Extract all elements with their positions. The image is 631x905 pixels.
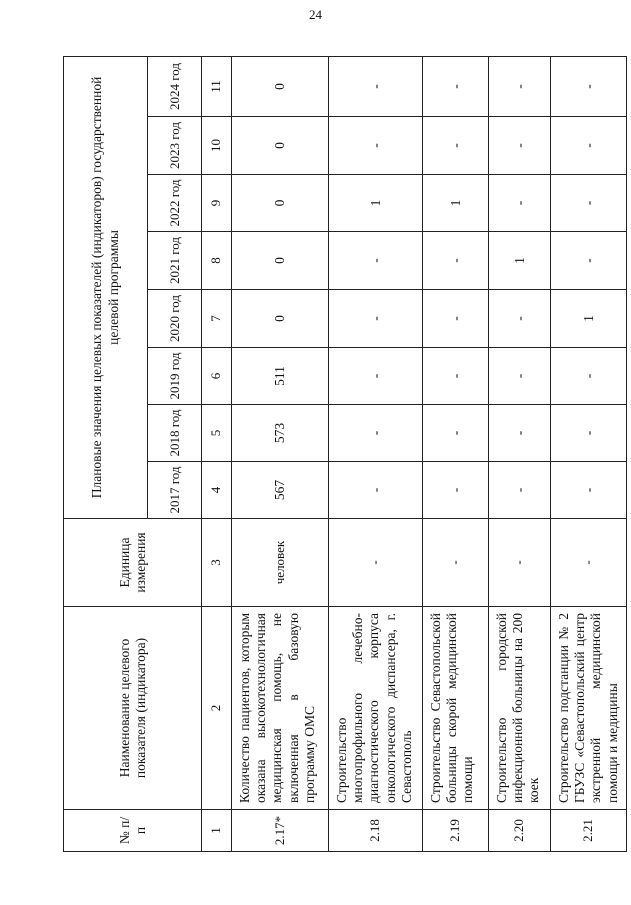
row-num: 2.19 [423, 810, 489, 852]
row-value: - [329, 117, 423, 175]
column-number: 11 [202, 56, 232, 116]
row-name: Строительство подстанции № 2 ГБУЗС «Севастопольский центр экстренной медицинской помощи и медицины [551, 607, 627, 810]
table-row [551, 56, 627, 851]
header-name: Наименование целевого показателя (индикатора) [64, 607, 202, 810]
row-value: - [423, 290, 489, 348]
row-value: - [551, 56, 627, 116]
row-value: - [489, 175, 551, 232]
row-value: - [329, 405, 423, 462]
row-value: 0 [232, 56, 329, 116]
header-year: 2019 год [148, 348, 202, 405]
table-row [329, 56, 423, 851]
row-num: 2.20 [489, 810, 551, 852]
row-value: 0 [232, 175, 329, 232]
table-row [423, 56, 489, 851]
column-number: 2 [202, 607, 232, 810]
row-value: - [489, 348, 551, 405]
row-name: Строительство городской инфекционной больницы на 200 коек [489, 607, 551, 810]
row-value: 0 [232, 232, 329, 290]
row-value: 511 [232, 348, 329, 405]
row-value: 573 [232, 405, 329, 462]
row-name: Строительство Севастопольской больницы скорой медицинской помощи [423, 607, 489, 810]
row-value: - [423, 462, 489, 519]
column-number: 1 [202, 810, 232, 852]
row-value: - [551, 232, 627, 290]
row-value: - [423, 348, 489, 405]
row-value: - [551, 348, 627, 405]
row-num: 2.17* [232, 810, 329, 852]
row-num: 2.21 [551, 810, 627, 852]
column-numbers-row [202, 56, 232, 851]
row-name: Количество пациентов, которым оказана высокотехнологичная медицинская помощь, не включенная в базовую программу ОМС [232, 607, 329, 810]
column-number: 7 [202, 290, 232, 348]
row-value: - [423, 232, 489, 290]
row-value: - [329, 348, 423, 405]
header-year: 2020 год [148, 290, 202, 348]
column-number: 9 [202, 175, 232, 232]
row-value: - [329, 232, 423, 290]
row-unit: - [489, 519, 551, 607]
row-value: - [423, 405, 489, 462]
row-value: - [489, 405, 551, 462]
header-row-group [64, 56, 148, 851]
row-value: - [423, 56, 489, 116]
rotated-table-container [63, 57, 620, 852]
row-value: - [551, 405, 627, 462]
row-value: 567 [232, 462, 329, 519]
row-num: 2.18 [329, 810, 423, 852]
column-number: 10 [202, 117, 232, 175]
row-value: - [489, 117, 551, 175]
header-num: № п/п [64, 810, 202, 852]
row-value: - [551, 175, 627, 232]
row-unit: - [329, 519, 423, 607]
row-unit: человек [232, 519, 329, 607]
header-year: 2022 год [148, 175, 202, 232]
row-value: - [329, 56, 423, 116]
column-number: 5 [202, 405, 232, 462]
row-value: 0 [232, 290, 329, 348]
indicators-table [63, 56, 627, 852]
header-year: 2017 год [148, 462, 202, 519]
header-year: 2018 год [148, 405, 202, 462]
header-year: 2023 год [148, 117, 202, 175]
row-value: - [329, 462, 423, 519]
column-number: 4 [202, 462, 232, 519]
column-number: 8 [202, 232, 232, 290]
row-unit: - [423, 519, 489, 607]
row-value: 1 [551, 290, 627, 348]
table-row [232, 56, 329, 851]
row-value: 1 [423, 175, 489, 232]
row-value: 1 [489, 232, 551, 290]
header-year: 2021 год [148, 232, 202, 290]
column-number: 3 [202, 519, 232, 607]
row-name: Строительство многопрофильного лечебно-диагностического корпуса онкологического диспансера, г. Севастополь [329, 607, 423, 810]
row-value: - [489, 56, 551, 116]
row-value: - [423, 117, 489, 175]
header-plan-values: Плановые значения целевых показателей (индикаторов) государственной целевой программы [64, 56, 148, 518]
row-value: - [551, 462, 627, 519]
row-value: - [489, 462, 551, 519]
row-value: 0 [232, 117, 329, 175]
row-value: - [489, 290, 551, 348]
row-value: - [329, 290, 423, 348]
column-number: 6 [202, 348, 232, 405]
row-value: 1 [329, 175, 423, 232]
page-number: 24 [309, 7, 322, 22]
table-row [489, 56, 551, 851]
row-unit: - [551, 519, 627, 607]
row-value: - [551, 117, 627, 175]
header-unit: Единица измерения [64, 519, 202, 607]
header-year: 2024 год [148, 56, 202, 116]
